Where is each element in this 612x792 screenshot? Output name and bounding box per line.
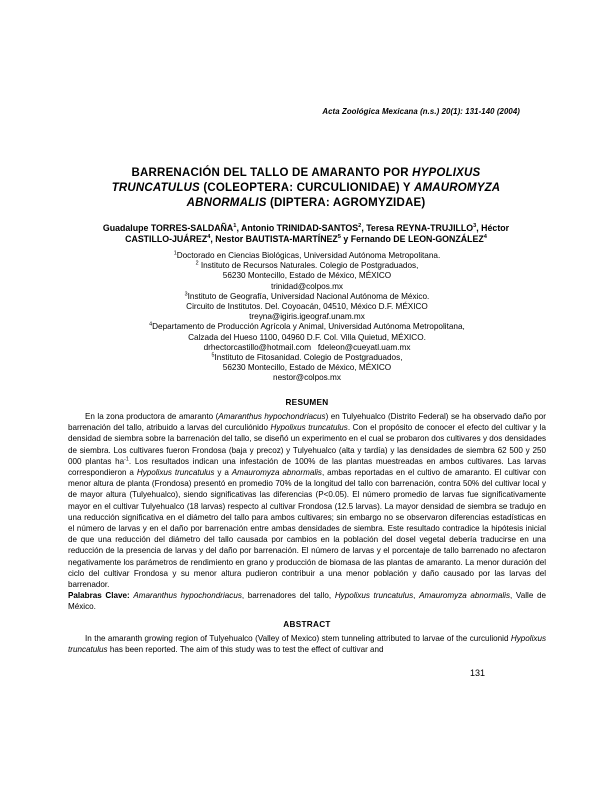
affiliation-text: 56230 Montecillo, Estado de México, MÉXICO: [222, 363, 392, 373]
affiliation-sup: 3: [184, 291, 188, 298]
affiliation-sup: 4: [149, 321, 153, 328]
affiliation-text: Doctorado en Ciencias Biológicas, Universidad Autónoma Metropolitana.: [176, 251, 441, 260]
affiliation-text: Instituto de Recursos Naturales. Colegio de Postgraduados,: [198, 261, 419, 271]
affiliation-email: [68, 312, 546, 322]
abstract-section: [68, 633, 546, 655]
paper-title: BARRENACIÓN DEL TALLO DE AMARANTO POR HYPOLIXUS TRUNCATULUS (COLEOPTERA: CURCULIONIDAE) Y AMAUROMYZA ABNORMALIS (DIPTERA: AGROMYZIDAE): [111, 167, 501, 209]
affiliation-text: trinidad@colpos.mx: [270, 281, 344, 291]
affiliation-line: [68, 271, 546, 281]
affiliation-sup: 2: [195, 260, 199, 267]
affiliation-text: drhectorcastillo@hotmail.com fdeleon@cueyatl.uam.mx: [203, 342, 411, 352]
affiliations-block: [68, 251, 546, 384]
affiliation-line: [68, 261, 546, 271]
keywords-line: Palabras Clave: Amaranthus hypochondriacus, barrenadores del tallo, Hypolixus truncatulus, Amauromyza abnormalis, Valle de México.: [68, 591, 546, 612]
affiliation-text: nestor@colpos.mx: [273, 373, 341, 383]
affiliation-email: [68, 373, 546, 383]
affiliation-text: Instituto de Fitosanidad. Colegio de Postgraduados,: [214, 353, 403, 363]
journal-header: Acta Zoológica Mexicana (n.s.) 20(1): 131-140 (2004): [322, 107, 520, 116]
affiliation-line: [68, 333, 546, 343]
affiliation-sup: 1: [173, 250, 177, 257]
affiliation-text: Instituto de Geografía, Universidad Nacional Autónoma de México.: [187, 291, 430, 301]
affiliation-text: Circuito de Institutos. Del. Coyoacán, 04510, México D.F. MÉXICO: [186, 302, 428, 312]
affiliation-text: 56230 Montecillo, Estado de México, MÉXICO: [222, 271, 392, 281]
affiliation-text: Calzada del Hueso 1100, 04960 D.F. Col. Villa Quietud, MÉXICO.: [188, 332, 426, 342]
affiliation-line: [68, 292, 546, 302]
affiliation-line: [68, 251, 546, 261]
abstract-heading: ABSTRACT: [283, 620, 331, 629]
affiliation-line: [68, 363, 546, 373]
resumen-heading: RESUMEN: [285, 398, 329, 407]
affiliation-line: [68, 353, 546, 363]
affiliation-sup: 5: [211, 352, 215, 359]
affiliation-text: treyna@igiris.igeograf.unam.mx: [249, 312, 365, 322]
affiliation-text: Departamento de Producción Agrícola y Animal, Universidad Autónoma Metropolitana,: [152, 322, 465, 332]
affiliation-line: [68, 322, 546, 332]
resumen-section: [68, 411, 546, 613]
abstract-paragraph: In the amaranth growing region of Tulyehualco (Valley of Mexico) stem tunneling attributed to larvae of the curculionid Hypolixus truncatulus has been reported. The aim of this study was to test the effect of cultivar and: [68, 634, 546, 655]
affiliation-email: [68, 282, 546, 292]
authors-line: Guadalupe TORRES-SALDAÑA$^1$, Antonio TRINIDAD-SANTOS$^2$, Teresa REYNA-TRUJILLO$^3$, Héctor CASTILLO-JUÁREZ$^4$, Nestor BAUTISTA-MARTÍNEZ$^5$ y Fernando DE LEON-GONZÁLEZ$^4$: [102, 223, 510, 244]
resumen-paragraph: En la zona productora de amaranto (Amaranthus hypochondriacus) en Tulyehualco (Distrito Federal) se ha observado daño por barrenación del tallo, atribuido a larvas del curculiónido Hypolixus truncatulus. Con el propósito de conocer el efecto del cultivar y la densidad de siembra sobre la barrenación del tallo, se diseñó un experimento en el cual se probaron dos cultivares y dos densidades de siembra. Los cultivares fueron Frondosa (baja y precoz) y Tulyehualco (alta y tardía) y las densidades de siembra 62 500 y 250 000 plantas $ha^{-1}$. Los resultados indican una infestación de 100% de las plantas muestreadas en ambos cultivares. Las larvas correspondieron a Hypolixus truncatulus y a Amauromyza abnormalis, ambas reportadas en el cultivo de amaranto. El cultivar con menor altura de planta (Frondosa) presentó en promedio 70% de la longitud del tallo con barrenación, contra 50% del cultivar local y de mayor altura (Tulyehualco), siendo significativas las diferencias (P<0.05). El número promedio de larvas fue significativamente mayor en el cultivar Tulyehualco (18 larvas) respecto al cultivar Frondosa (12.5 larvas). La mayor densidad de siembra se tradujo en una reducción significativa en el diámetro del tallo para ambos cultivares; sin embargo no se observaron diferencias estadísticas en el número de larvas y en el daño por barrenación entre ambas densidades de siembra. Este resultado contradice la hipótesis inicial de que una reducción del diámetro del tallo causada por cambios en la población del dosel vegetal debería traducirse en una reducción de la presencia de larvas y del daño por barrenación. El número de larvas y el porcentaje de tallo barrenado no afectaron negativamente los parámetros de rendimiento en grano y producción de biomasa de las plantas de amaranto. La menor duración del ciclo del cultivar Frondosa y su menor altura pudieron contribuir a una menor población y daño causado por las larvas del barrenador.: [68, 412, 547, 590]
affiliation-email: [68, 343, 546, 353]
page-number: 131: [470, 668, 486, 678]
affiliation-line: [68, 302, 546, 312]
